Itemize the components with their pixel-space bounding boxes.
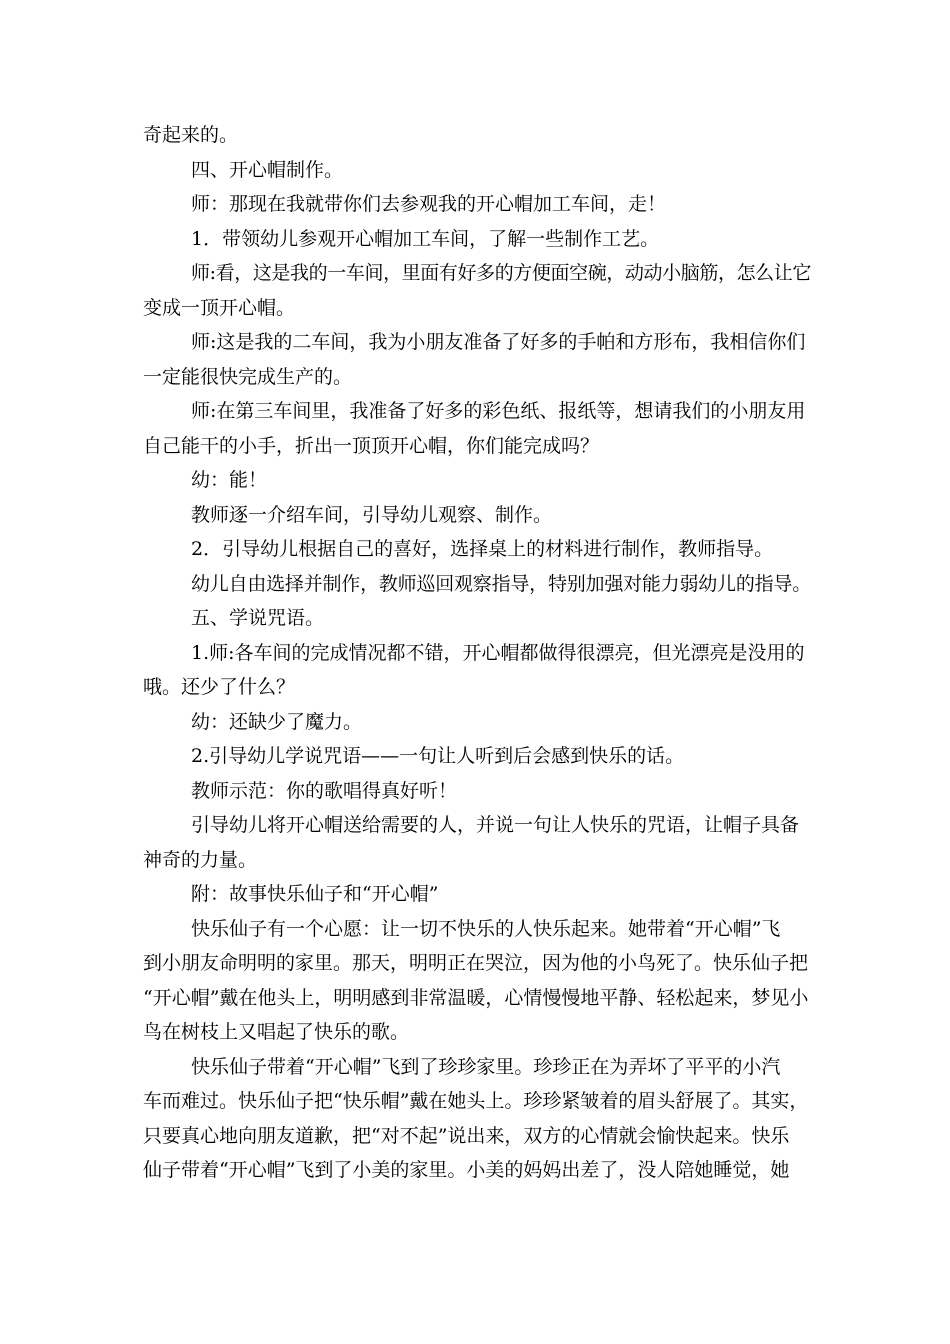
text-line: 变成一顶开心帽。 [143,296,296,319]
text-line: 哦。还少了什么？ [143,676,296,698]
text-line: 神奇的力量。 [143,848,258,871]
text-line: 幼：能！ [191,469,268,491]
appendix-title: 附：故事快乐仙子和“开心帽” [191,883,439,905]
text-line: 1.师:各车间的完成情况都不错，开心帽都做得很漂亮，但光漂亮是没用的 [191,641,805,664]
story-line: 快乐仙子有一个心愿：让一切不快乐的人快乐起来。她带着“开心帽”飞 [191,917,781,940]
text-line: 自己能干的小手，折出一顶顶开心帽，你们能完成吗？ [143,434,600,457]
text-line: 一定能很快完成生产的。 [143,365,353,388]
text-line: 幼：还缺少了魔力。 [191,710,363,733]
text-line: 引导幼儿将开心帽送给需要的人，并说一句让人快乐的咒语，让帽子具备 [191,814,800,836]
text-line: 2.引导幼儿学说咒语——一句让人听到后会感到快乐的话。 [191,745,685,767]
text-line: 奇起来的。 [143,124,239,146]
story-line: 只要真心地向朋友道歉，把“对不起”说出来，双方的心情就会愉快起来。快乐 [143,1124,790,1147]
text-line: 师:在第三车间里，我准备了好多的彩色纸、报纸等，想请我们的小朋友用 [191,400,806,422]
text-line: 教师示范：你的歌唱得真好听！ [191,779,458,802]
text-line: 1．带领幼儿参观开心帽加工车间，了解一些制作工艺。 [191,227,660,250]
text-line: 教师逐一介绍车间，引导幼儿观察、制作。 [191,503,553,526]
text-line: 幼儿自由选择并制作，教师巡回观察指导，特别加强对能力弱幼儿的指导。 [191,572,811,595]
story-line: “开心帽”戴在他头上，明明感到非常温暖，心情慢慢地平静、轻松起来，梦见小 [143,986,809,1009]
story-line: 鸟在树枝上又唱起了快乐的歌。 [143,1021,410,1043]
text-line: 师:这是我的二车间，我为小朋友准备了好多的手帕和方形布，我相信你们 [191,331,806,353]
text-line: 师:看，这是我的一车间，里面有好多的方便面空碗，动动小脑筋，怎么让它 [191,262,811,284]
section-heading: 五、学说咒语。 [191,607,325,629]
story-line: 仙子带着“开心帽”飞到了小美的家里。小美的妈妈出差了，没人陪她睡觉，她 [143,1159,790,1181]
story-line: 到小朋友命明明的家里。那天，明明正在哭泣，因为他的小鸟死了。快乐仙子把 [143,952,809,974]
text-line: 师：那现在我就带你们去参观我的开心帽加工车间，走！ [191,193,667,215]
story-line: 车而难过。快乐仙子把“快乐帽”戴在她头上。珍珍紧皱着的眉头舒展了。其实， [143,1090,809,1112]
text-line: 2．引导幼儿根据自己的喜好，选择桌上的材料进行制作，教师指导。 [191,538,774,560]
story-line: 快乐仙子带着“开心帽”飞到了珍珍家里。珍珍正在为弄坏了平平的小汽 [191,1055,781,1078]
document-body [143,118,811,1188]
section-heading: 四、开心帽制作。 [191,158,344,181]
